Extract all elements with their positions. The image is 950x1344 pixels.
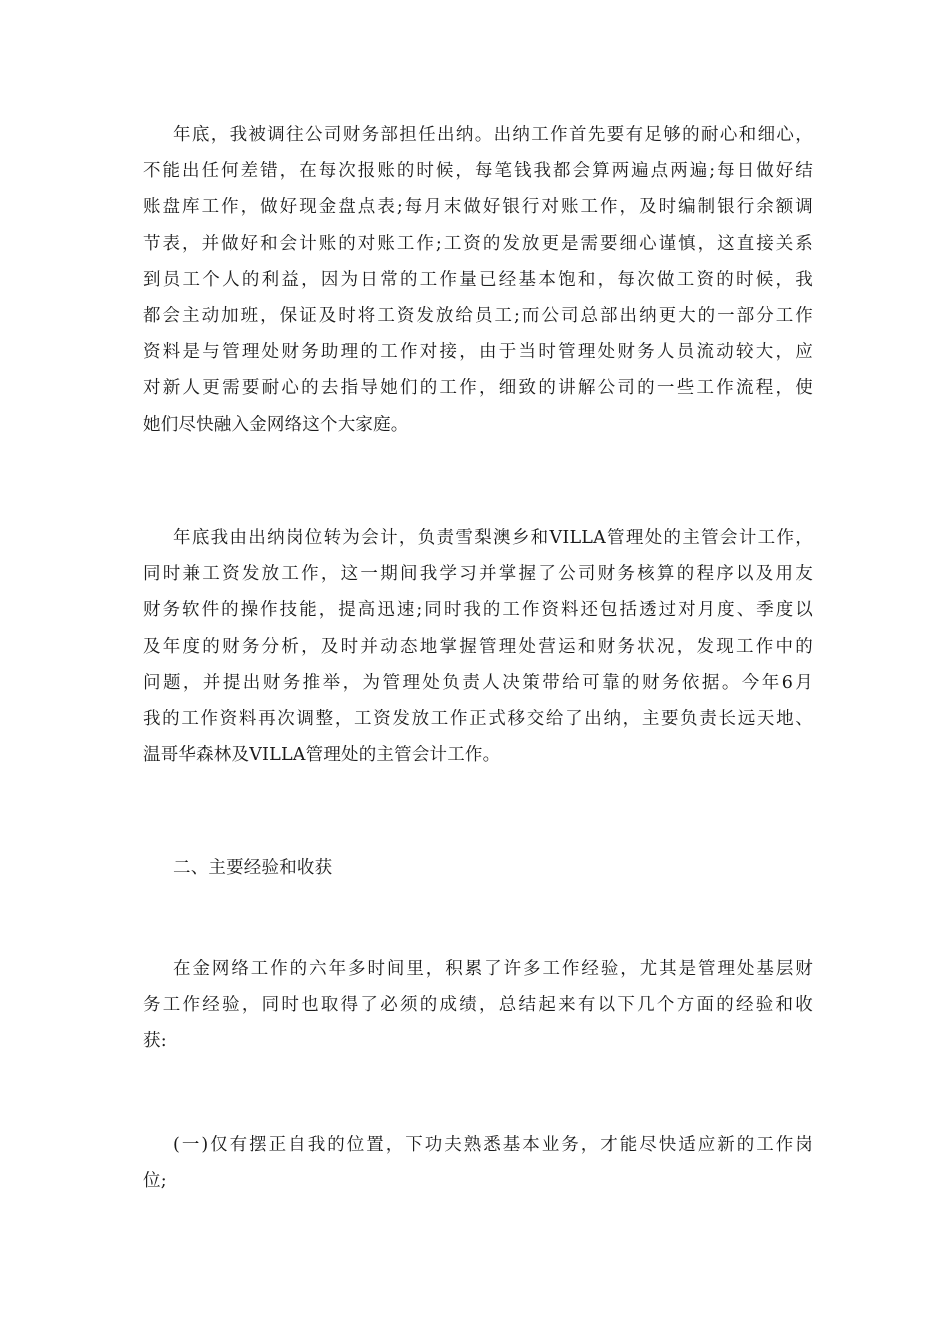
text-line: 同时兼工资发放工作，这一期间我学习并掌握了公司财务核算的程序以及用友	[143, 564, 813, 585]
text-line: 位;	[143, 1171, 167, 1192]
text-line: 年底我由出纳岗位转为会计，负责雪梨澳乡和VILLA管理处的主管会计工作，	[173, 528, 813, 548]
text-line: 及年度的财务分析，及时并动态地掌握管理处营运和财务状况，发现工作中的	[143, 636, 813, 657]
text-line: 都会主动加班，保证及时将工资发放给员工;而公司总部出纳更大的一部分工作	[143, 305, 813, 326]
text-line: 务工作经验，同时也取得了必须的成绩，总结起来有以下几个方面的经验和收	[143, 995, 813, 1016]
paragraph-point-one	[143, 1127, 813, 1199]
text-line: 问题，并提出财务推举，为管理处负责人决策带给可靠的财务依据。今年6月	[143, 672, 813, 693]
section-heading	[143, 850, 813, 886]
text-line: 财务软件的操作技能，提高迅速;同时我的工作资料还包括透过对月度、季度以	[143, 600, 813, 621]
paragraph-experience-intro	[143, 951, 813, 1060]
text-line: 账盘库工作，做好现金盘点表;每月末做好银行对账工作，及时编制银行余额调	[143, 197, 813, 218]
text-line: 资料是与管理处财务助理的工作对接，由于当时管理处财务人员流动较大，应	[143, 342, 813, 363]
text-line: 节表，并做好和会计账的对账工作;工资的发放更是需要细心谨慎，这直接关系	[143, 233, 813, 254]
text-line: 到员工个人的利益，因为日常的工作量已经基本饱和，每次做工资的时候，我	[143, 269, 813, 290]
text-line: 年底，我被调往公司财务部担任出纳。出纳工作首先要有足够的耐心和细心，	[173, 125, 813, 145]
paragraph-accountant-duties	[143, 520, 813, 773]
text-line: 在金网络工作的六年多时间里，积累了许多工作经验，尤其是管理处基层财	[173, 959, 813, 979]
paragraph-cashier-duties	[143, 117, 813, 443]
text-line: 不能出任何差错，在每次报账的时候，每笔钱我都会算两遍点两遍;每日做好结	[143, 161, 813, 182]
text-line: 她们尽快融入金网络这个大家庭。	[143, 414, 409, 435]
heading-text: 二、主要经验和收获	[173, 858, 333, 878]
text-line: 我的工作资料再次调整，工资发放工作正式移交给了出纳，主要负责长远天地、	[143, 708, 813, 729]
text-line: 温哥华森林及VILLA管理处的主管会计工作。	[143, 745, 501, 766]
text-line: (一)仅有摆正自我的位置，下功夫熟悉基本业务，才能尽快适应新的工作岗	[173, 1135, 813, 1155]
text-line: 对新人更需要耐心的去指导她们的工作，细致的讲解公司的一些工作流程，使	[143, 378, 813, 399]
text-line: 获:	[143, 1031, 167, 1052]
